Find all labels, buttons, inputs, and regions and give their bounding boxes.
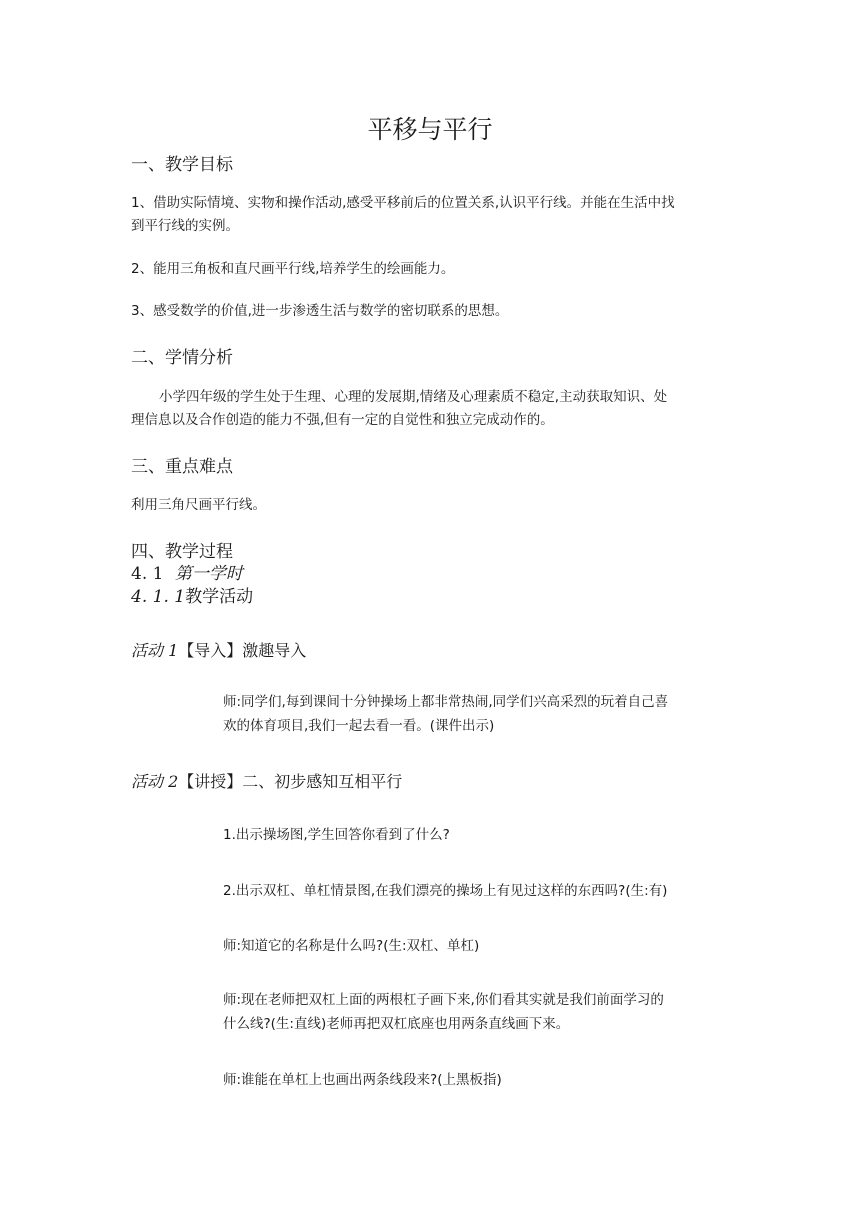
subheading-4-1 (131, 559, 243, 584)
subheading-4-1-number: 4. 1 (131, 564, 164, 584)
subheading-4-1-1 (131, 582, 253, 607)
activity-1-label: 活动 1 (131, 641, 179, 660)
key-points-text: 利用三角尺画平行线。 (131, 497, 266, 513)
activity-2-tag: 【讲授】二、初步感知互相平行 (178, 772, 403, 791)
activity-2-item-4-line-1: 师:现在老师把双杠上面的两根杠子画下来,你们看其实就是我们前面学习的 (223, 992, 664, 1008)
activity-2-label: 活动 2 (131, 772, 179, 791)
activity-2-item-4-line-2: 什么线?(生:直线)老师再把双杠底座也用两条直线画下来。 (223, 1016, 570, 1032)
document-title: 平移与平行 (367, 115, 493, 144)
activity-1-line-1: 师:同学们,每到课间十分钟操场上都非常热闹,同学们兴高采烈的玩着自己喜 (223, 694, 669, 710)
activity-2-item-2: 2.出示双杠、单杠情景图,在我们漂亮的操场上有见过这样的东西吗?(生:有) (223, 883, 668, 899)
activity-2-item-5: 师:谁能在单杠上也画出两条线段来?(上黑板指) (223, 1072, 502, 1088)
activity-1-tag: 【导入】激趣导入 (178, 641, 307, 660)
section-heading-analysis: 二、学情分析 (131, 348, 233, 368)
activity-2-item-1: 1.出示操场图,学生回答你看到了什么? (223, 827, 450, 843)
analysis-line-1: 小学四年级的学生处于生理、心理的发展期,情绪及心理素质不稳定,主动获取知识、处 (159, 389, 668, 405)
subheading-4-1-1-label: 教学活动 (185, 587, 254, 607)
subheading-4-1-label: 第一学时 (174, 564, 243, 584)
section-heading-key-points: 三、重点难点 (131, 457, 233, 477)
objective-2: 2、能用三角板和直尺画平行线,培养学生的绘画能力。 (131, 261, 455, 277)
analysis-line-2: 理信息以及合作创造的能力不强,但有一定的自觉性和独立完成动作的。 (131, 412, 554, 428)
section-heading-objectives: 一、教学目标 (131, 155, 233, 175)
section-heading-process: 四、教学过程 (131, 542, 233, 562)
activity-1-line-2: 欢的体育项目,我们一起去看一看。(课件出示) (223, 718, 495, 734)
objective-1-line-1: 1、借助实际情境、实物和操作活动,感受平移前后的位置关系,认识平行线。并能在生活中找 (131, 195, 675, 211)
activity-2-heading (131, 769, 402, 792)
activity-1-heading (131, 638, 306, 661)
objective-1-line-2: 到平行线的实例。 (131, 218, 239, 234)
activity-2-item-3: 师:知道它的名称是什么吗?(生:双杠、单杠) (223, 938, 480, 954)
subheading-4-1-1-number: 4. 1. 1 (131, 587, 186, 607)
objective-3: 3、感受数学的价值,进一步渗透生活与数学的密切联系的思想。 (131, 303, 509, 319)
